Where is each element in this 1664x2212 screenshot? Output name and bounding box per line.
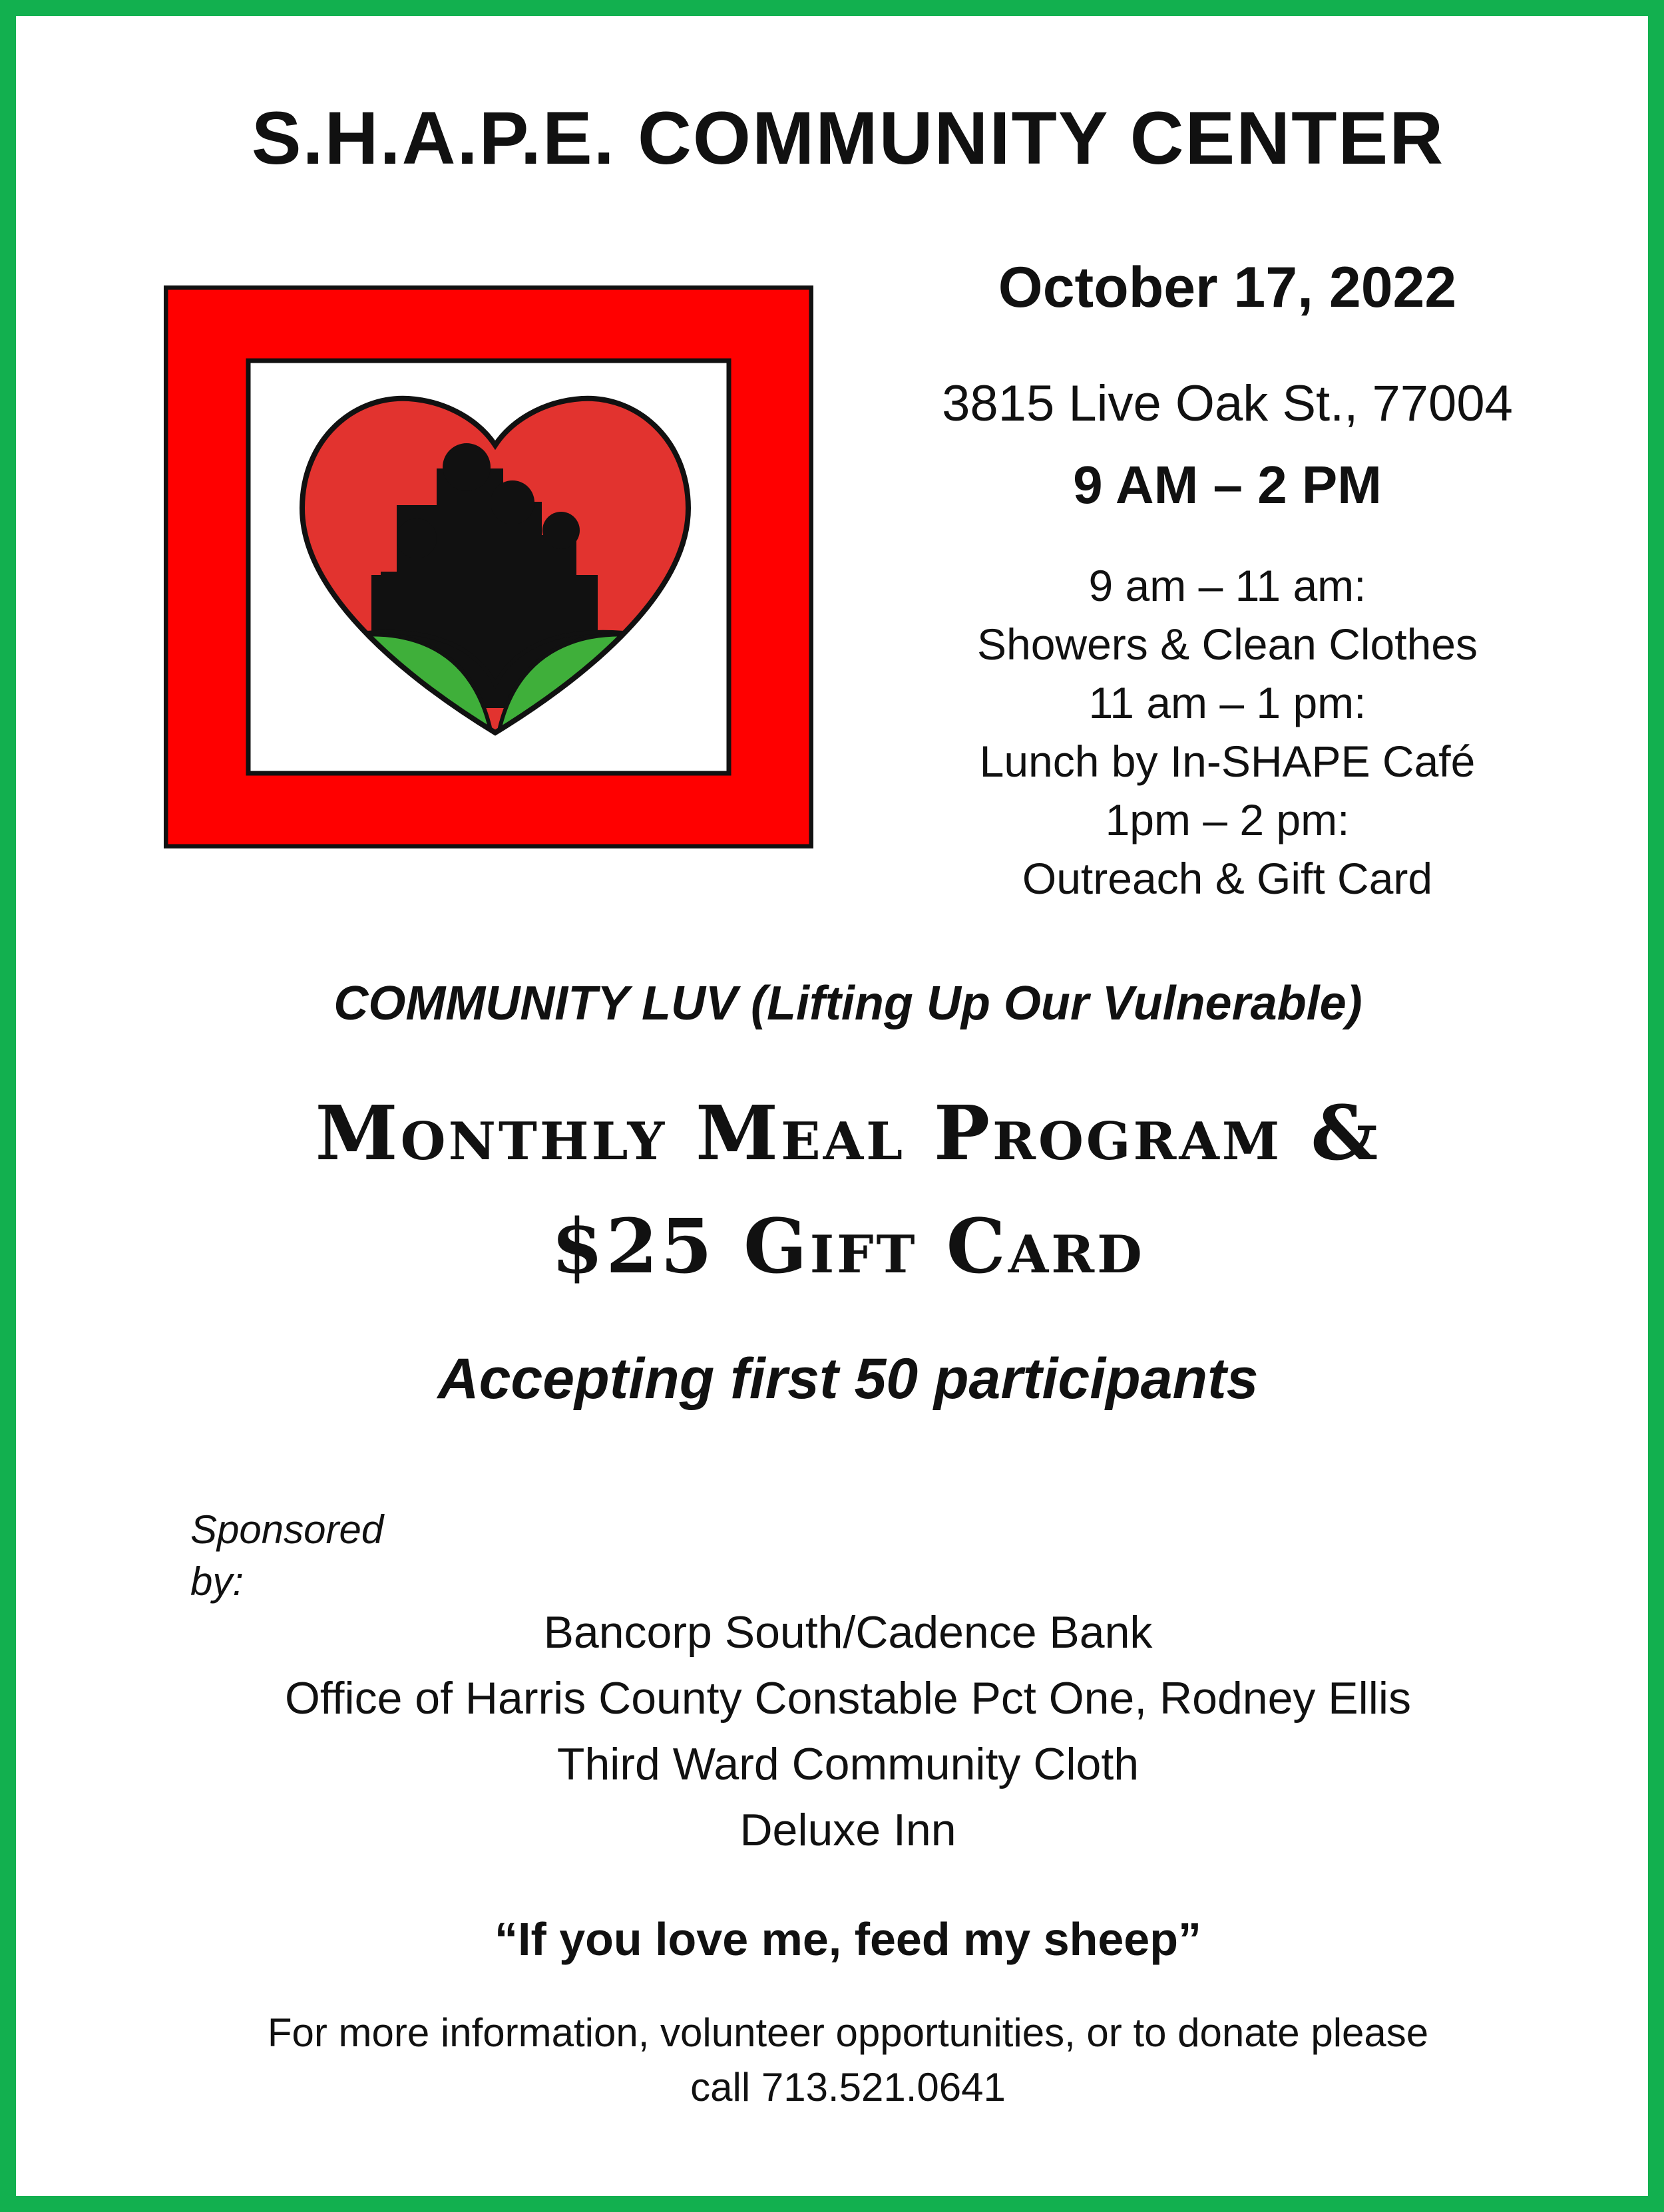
- headline-line: Monthly Meal Program &: [315, 1090, 1381, 1177]
- sponsor-name: Third Ward Community Cloth: [556, 1739, 1140, 1789]
- schedule-line: 11 am – 1 pm:: [1088, 678, 1366, 727]
- scripture-quote: “If you love me, feed my sheep”: [495, 1913, 1201, 1965]
- contact-line: call 713.521.0641: [690, 2065, 1006, 2110]
- program-headline: [16, 1077, 1664, 1304]
- sponsor-name: Bancorp South/Cadence Bank: [543, 1607, 1153, 1658]
- contact-info: [16, 2006, 1664, 2115]
- event-hours: 9 AM – 2 PM: [1073, 455, 1382, 514]
- event-date: October 17, 2022: [998, 256, 1457, 319]
- sponsored-label: [190, 1504, 417, 1608]
- schedule-line: 9 am – 11 am:: [1088, 561, 1366, 610]
- schedule-line: Showers & Clean Clothes: [976, 620, 1478, 669]
- headline-line: $25 Gift Card: [551, 1203, 1145, 1290]
- page-title: S.H.A.P.E. COMMUNITY CENTER: [251, 96, 1445, 180]
- sponsor-name: Deluxe Inn: [739, 1805, 956, 1855]
- sponsored-label-line: Sponsored: [190, 1507, 384, 1552]
- contact-line: For more information, volunteer opportunities, or to donate please: [267, 2010, 1429, 2055]
- heart-family-logo-icon: [164, 285, 813, 848]
- schedule-line: 1pm – 2 pm:: [1105, 795, 1350, 844]
- sponsored-label-line: by:: [190, 1559, 244, 1604]
- event-schedule: [875, 556, 1580, 908]
- sponsor-name: Office of Harris County Constable Pct One, Rodney Ellis: [285, 1673, 1411, 1724]
- program-subtitle: COMMUNITY LUV (Lifting Up Our Vulnerable): [333, 977, 1362, 1030]
- event-address: 3815 Live Oak St., 77004: [942, 375, 1513, 432]
- participants-note: Accepting first 50 participants: [437, 1347, 1259, 1411]
- schedule-line: Lunch by In-SHAPE Café: [979, 737, 1476, 786]
- sponsor-list: [16, 1600, 1664, 1863]
- schedule-line: Outreach & Gift Card: [1022, 854, 1433, 903]
